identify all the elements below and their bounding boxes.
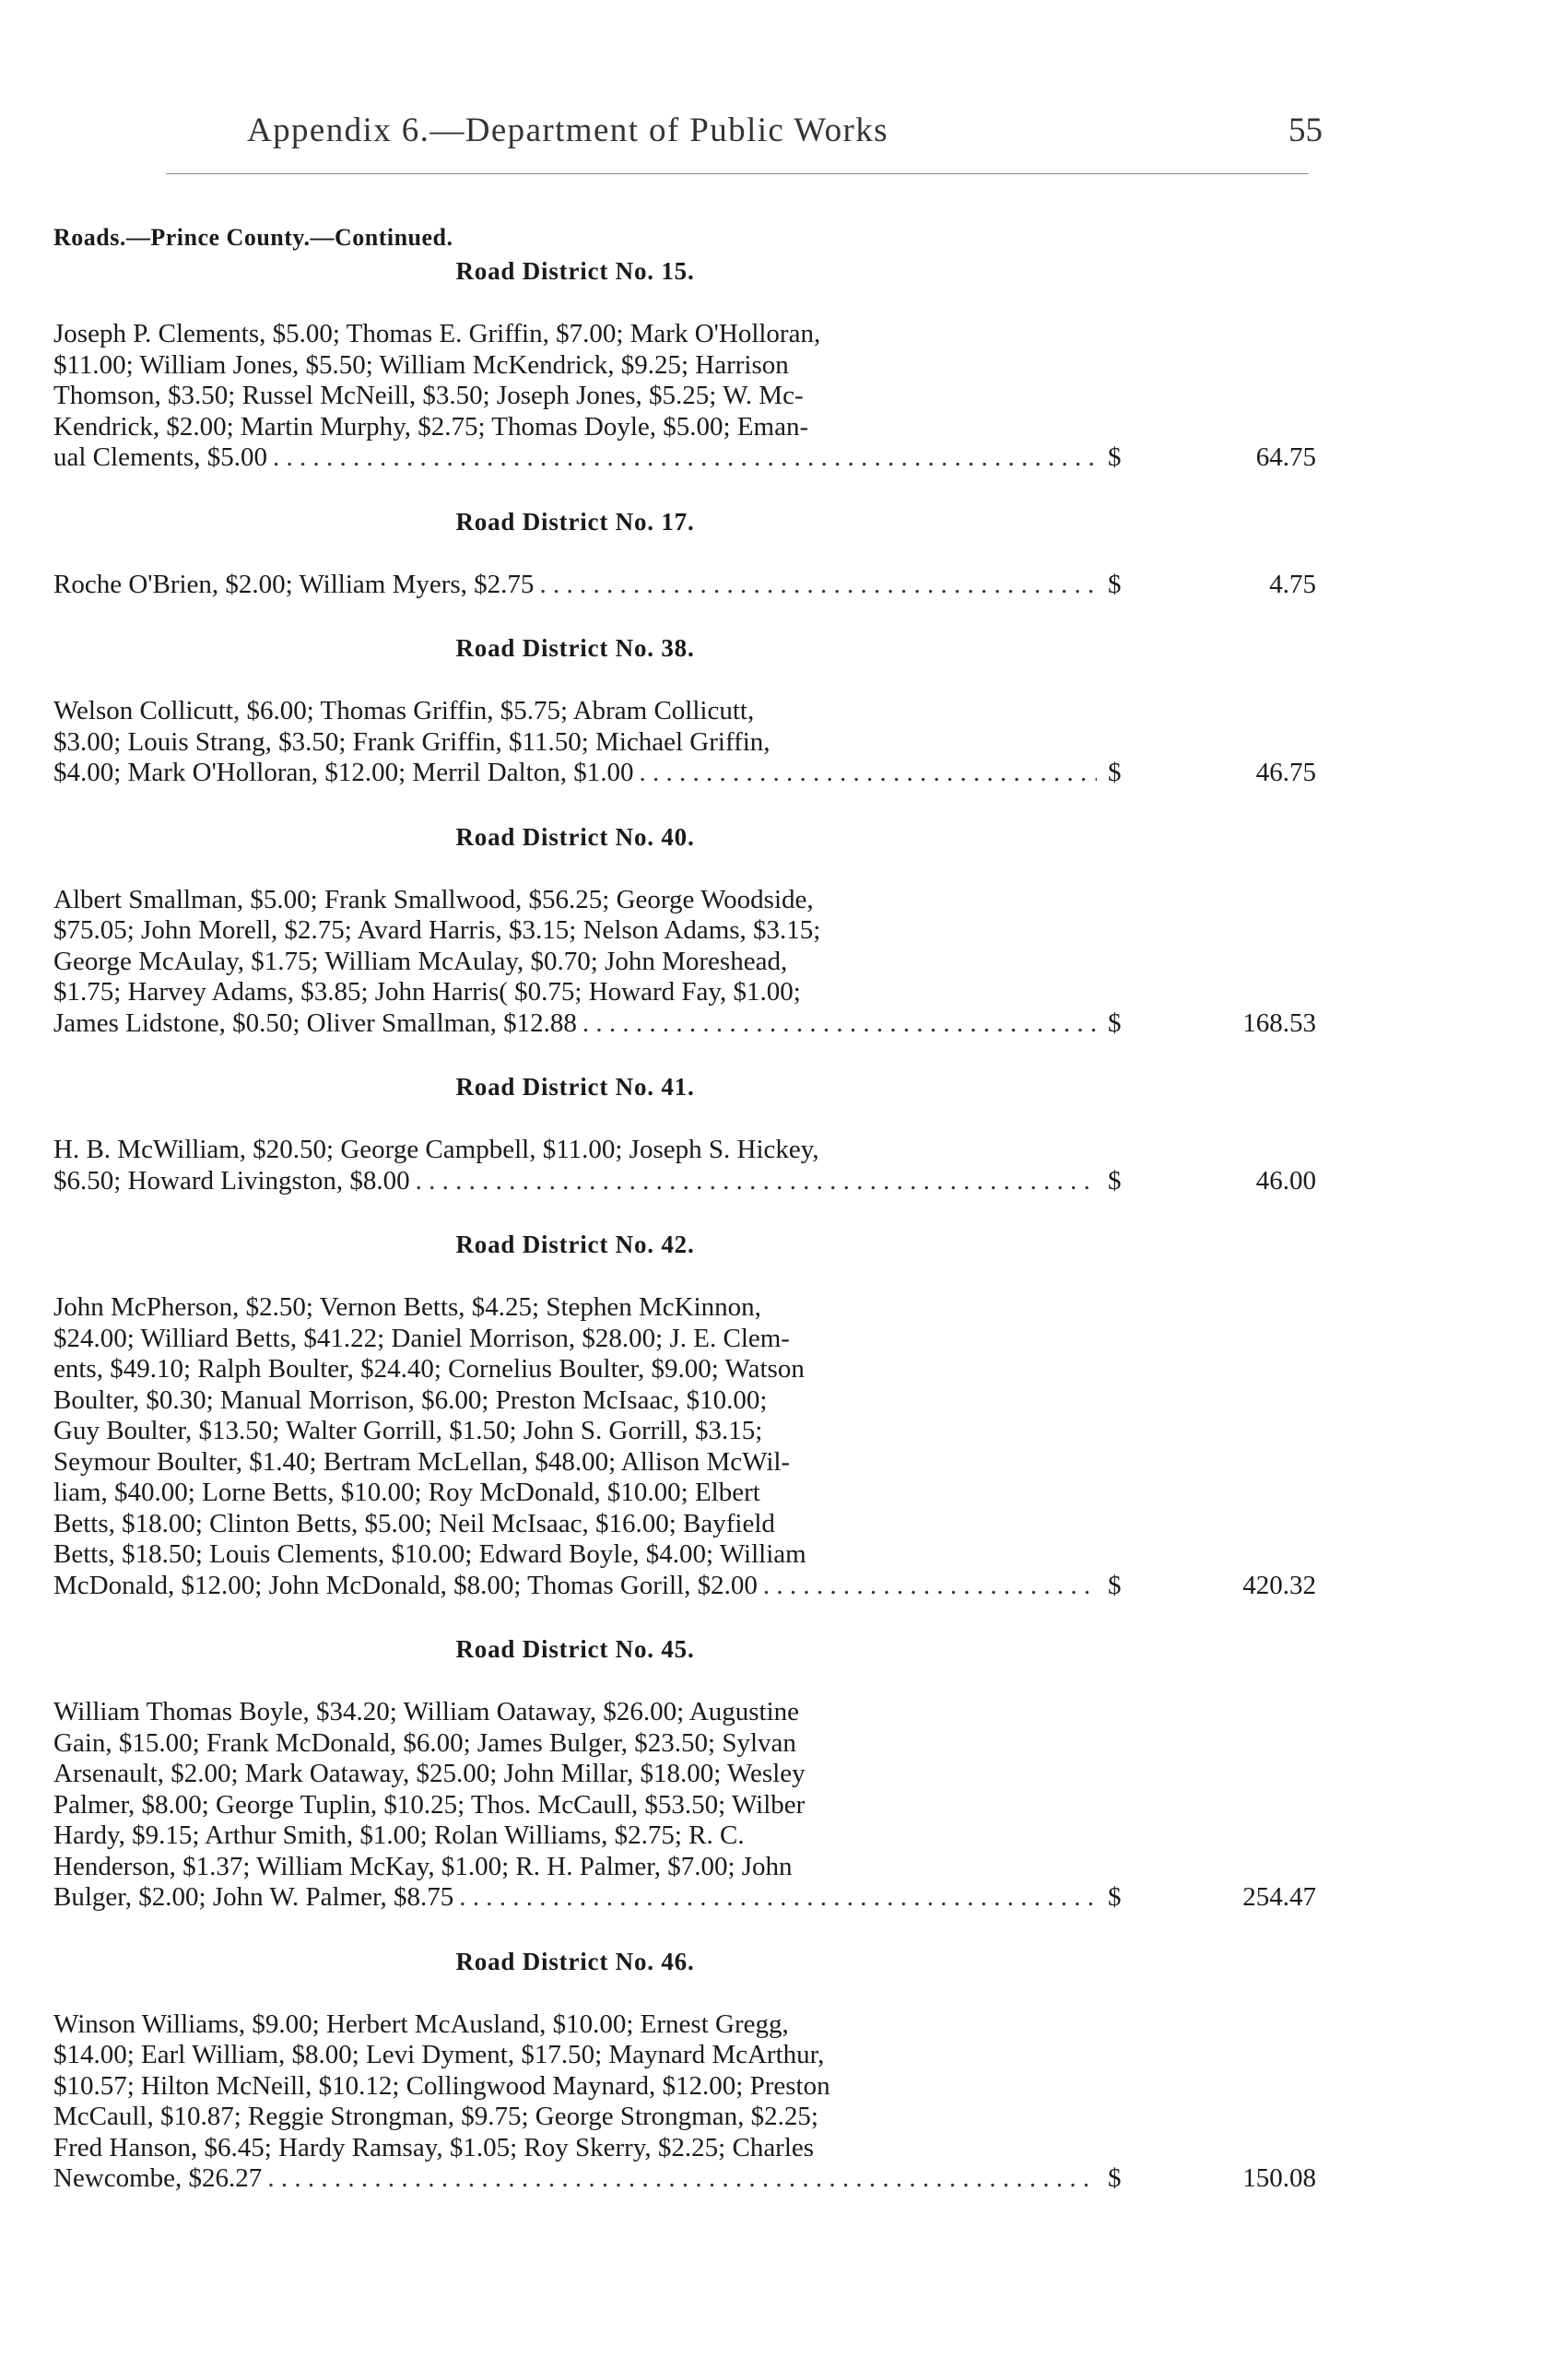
district-total: 168.53: [1242, 1007, 1316, 1038]
section-gap: [53, 1039, 1270, 1070]
entry-line: $1.75; Harvey Adams, $3.85; John Harris( $0.75; Howard Fay, $1.00;: [53, 977, 801, 1007]
entry-line: McCaull, $10.87; Reggie Strongman, $9.75; George Strongman, $2.25;: [53, 2102, 818, 2131]
entry-line-text: $4.00; Mark O'Holloran, $12.00; Merril Dalton, $1.00: [53, 758, 634, 787]
entry-line: Guy Boulter, $13.50; Walter Gorrill, $1.50; John S. Gorrill, $3.15;: [53, 1416, 763, 1445]
dot-leader: [539, 570, 1097, 601]
district-entries: [53, 2009, 1316, 2195]
district-heading: Road District No. 40.: [455, 822, 695, 851]
entry-line: William Thomas Boyle, $34.20; William Oataway, $26.00; Augustine: [53, 1697, 800, 1726]
entry-line-final: [53, 570, 1097, 601]
dollar-sign: $: [1108, 1007, 1122, 1038]
page-number: 55: [1288, 112, 1323, 149]
entry-line: Seymour Boulter, $1.40; Bertram McLellan, $48.00; Allison McWil-: [53, 1446, 791, 1477]
entry-line: Palmer, $8.00; George Tuplin, $10.25; Thos. McCaull, $53.50; Wilber: [53, 1789, 806, 1820]
entry-line-text: Roche O'Brien, $2.00; William Myers, $2.75: [53, 569, 535, 599]
district-heading: Road District No. 15.: [455, 257, 695, 285]
district-heading: Road District No. 17.: [455, 507, 695, 536]
road-district: [53, 600, 1316, 789]
header-divider: [166, 173, 1309, 174]
entry-line: Welson Collicutt, $6.00; Thomas Griffin, $5.75; Abram Collicutt,: [53, 696, 755, 725]
district-entries: [53, 569, 1316, 601]
section-gap: [53, 1914, 1270, 1945]
district-entries: [53, 884, 1316, 1040]
running-head-title: Appendix 6.—Department of Public Works: [247, 112, 888, 149]
district-entries: [53, 696, 1316, 789]
entry-line: $11.00; William Jones, $5.50; William McKendrick, $9.25; Harrison: [53, 349, 789, 380]
entry-line: Joseph P. Clements, $5.00; Thomas E. Griffin, $7.00; Mark O'Holloran,: [53, 319, 821, 348]
entry-line: $3.00; Louis Strang, $3.50; Frank Griffin, $11.50; Michael Griffin,: [53, 726, 770, 757]
entry-line: Thomson, $3.50; Russel McNeill, $3.50; Joseph Jones, $5.25; W. Mc-: [53, 381, 804, 410]
district-total: 46.75: [1255, 758, 1316, 787]
dollar-sign: $: [1108, 1882, 1122, 1912]
district-total: 46.00: [1255, 1165, 1316, 1196]
section-gap: [53, 600, 1270, 631]
entry-line: Winson Williams, $9.00; Herbert McAusland, $10.00; Ernest Gregg,: [53, 2009, 789, 2039]
district-entries: [53, 1135, 1316, 1196]
entry-line: $14.00; Earl William, $8.00; Levi Dyment, $17.50; Maynard McArthur,: [53, 2040, 825, 2069]
entry-line: Henderson, $1.37; William McKay, $1.00; R. H. Palmer, $7.00; John: [53, 1851, 793, 1881]
entry-line: $75.05; John Morell, $2.75; Avard Harris, $3.15; Nelson Adams, $3.15;: [53, 915, 821, 945]
entry-line-text: Bulger, $2.00; John W. Palmer, $8.75: [53, 1882, 454, 1912]
dot-leader: [639, 758, 1097, 789]
road-district: [53, 1039, 1316, 1196]
section-gap: [53, 789, 1270, 820]
road-district: [53, 1601, 1316, 1914]
entry-line: Fred Hanson, $6.45; Hardy Ramsay, $1.05; Roy Skerry, $2.25; Charles: [53, 2132, 815, 2162]
entry-line-text: Newcombe, $26.27: [53, 2163, 263, 2193]
district-entries: [53, 319, 1316, 474]
dollar-sign: $: [1108, 1570, 1122, 1600]
dollar-sign: $: [1108, 442, 1122, 472]
section-gap: [53, 474, 1270, 505]
district-total: 254.47: [1242, 1882, 1316, 1912]
page-header: [0, 111, 1541, 166]
dollar-sign: $: [1108, 2163, 1122, 2193]
district-heading: Road District No. 46.: [455, 1947, 695, 1975]
district-total: 64.75: [1255, 442, 1316, 472]
dot-leader: [763, 1571, 1097, 1602]
entry-line-text: McDonald, $12.00; John McDonald, $8.00; Thomas Gorill, $2.00: [53, 1570, 758, 1600]
entry-line-final: [53, 758, 1097, 789]
entry-line: Betts, $18.50; Louis Clements, $10.00; Edward Boyle, $4.00; William: [53, 1539, 806, 1569]
entry-line: Gain, $15.00; Frank McDonald, $6.00; James Bulger, $23.50; Sylvan: [53, 1727, 796, 1758]
entry-line-text: $6.50; Howard Livingston, $8.00: [53, 1165, 410, 1196]
entry-line: Albert Smallman, $5.00; Frank Smallwood, $56.25; George Woodside,: [53, 884, 814, 914]
entry-line: $24.00; Williard Betts, $41.22; Daniel Morrison, $28.00; J. E. Clem-: [53, 1323, 790, 1353]
entry-line: Kendrick, $2.00; Martin Murphy, $2.75; Thomas Doyle, $5.00; Eman-: [53, 411, 809, 442]
entry-line-final: [53, 1166, 1097, 1197]
dot-leader: [267, 2163, 1097, 2195]
road-district: [53, 474, 1316, 601]
district-heading: Road District No. 42.: [455, 1231, 695, 1258]
entry-line: $10.57; Hilton McNeill, $10.12; Collingwood Maynard, $12.00; Preston: [53, 2070, 830, 2101]
district-total: 150.08: [1242, 2163, 1316, 2193]
road-district: [53, 1196, 1316, 1601]
entry-line-final: [53, 1882, 1097, 1914]
road-district: [53, 789, 1316, 1040]
entry-line: Arsenault, $2.00; Mark Oataway, $25.00; John Millar, $18.00; Wesley: [53, 1759, 806, 1788]
entry-line: John McPherson, $2.50; Vernon Betts, $4.25; Stephen McKinnon,: [53, 1292, 761, 1322]
district-heading: Road District No. 41.: [455, 1073, 695, 1101]
entry-line: H. B. McWilliam, $20.50; George Campbell, $11.00; Joseph S. Hickey,: [53, 1135, 819, 1164]
section-gap: [53, 1601, 1270, 1632]
section-title: Roads.—Prince County.—Continued.: [53, 224, 453, 251]
entry-line-text: James Lidstone, $0.50; Oliver Smallman, $12.88: [53, 1007, 577, 1038]
dollar-sign: $: [1108, 758, 1122, 787]
dot-leader: [416, 1166, 1097, 1197]
road-district: [53, 1914, 1316, 2195]
dot-leader: [273, 442, 1097, 474]
entry-line-text: ual Clements, $5.00: [53, 442, 267, 472]
road-district: [53, 254, 1316, 474]
district-total: 4.75: [1269, 569, 1316, 599]
entry-line-final: [53, 1008, 1097, 1040]
entry-line: Boulter, $0.30; Manual Morrison, $6.00; Preston McIsaac, $10.00;: [53, 1384, 768, 1415]
entry-line: liam, $40.00; Lorne Betts, $10.00; Roy McDonald, $10.00; Elbert: [53, 1478, 760, 1507]
entry-line: Betts, $18.00; Clinton Betts, $5.00; Neil McIsaac, $16.00; Bayfield: [53, 1508, 775, 1538]
dot-leader: [582, 1008, 1097, 1040]
district-heading: Road District No. 45.: [455, 1635, 695, 1663]
dollar-sign: $: [1108, 1165, 1122, 1196]
entry-line: George McAulay, $1.75; William McAulay, $0.70; John Moreshead,: [53, 946, 788, 976]
dot-leader: [459, 1882, 1097, 1914]
section-gap: [53, 1196, 1270, 1228]
entry-line-final: [53, 442, 1097, 474]
dollar-sign: $: [1108, 569, 1122, 599]
districts-list: [53, 254, 1316, 2195]
entry-line: Hardy, $9.15; Arthur Smith, $1.00; Rolan Williams, $2.75; R. C.: [53, 1820, 745, 1850]
entry-line-final: [53, 1571, 1097, 1602]
entry-line-final: [53, 2163, 1097, 2195]
district-entries: [53, 1697, 1316, 1914]
entry-line: ents, $49.10; Ralph Boulter, $24.40; Cornelius Boulter, $9.00; Watson: [53, 1354, 805, 1384]
district-entries: [53, 1292, 1316, 1601]
district-total: 420.32: [1242, 1570, 1316, 1600]
district-heading: Road District No. 38.: [455, 634, 695, 662]
